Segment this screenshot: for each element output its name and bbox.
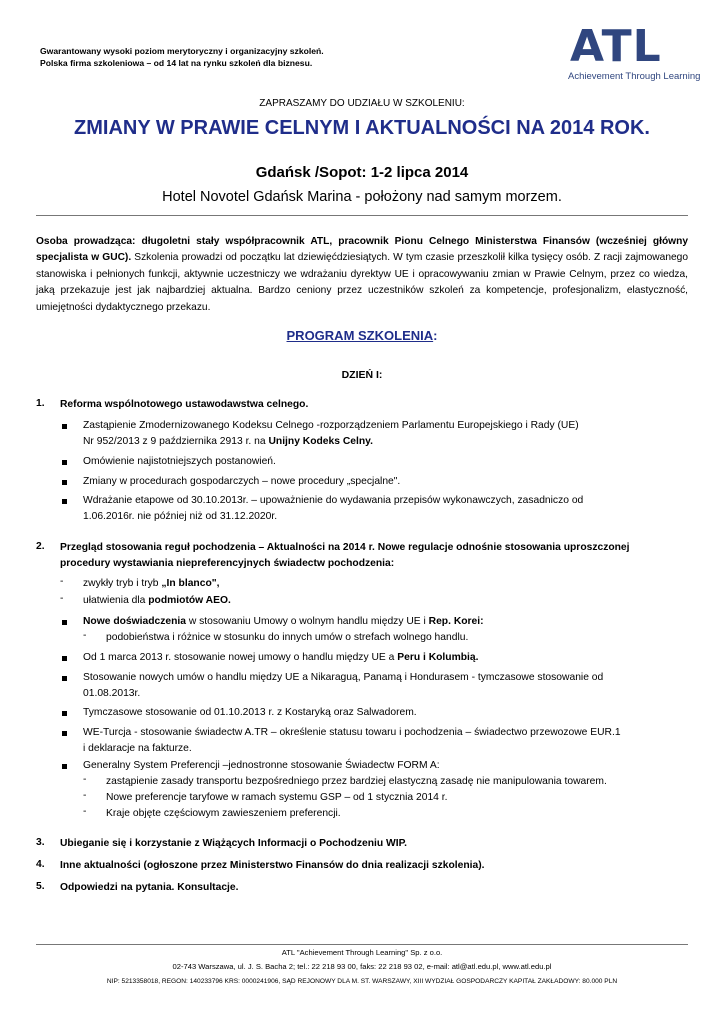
- list-item: 01.08.2013r.: [83, 688, 141, 699]
- dash-icon: -: [83, 774, 87, 785]
- footer-divider: [36, 944, 688, 945]
- section-title: Inne aktualności (ogłoszone przez Ministerstwo Finansów do dnia realizacji szkolenia).: [60, 860, 485, 871]
- program-heading-text: PROGRAM SZKOLENIA: [286, 328, 434, 343]
- list-item: [83, 614, 484, 630]
- bullet-icon: [62, 499, 67, 504]
- list-item: Tymczasowe stosowanie od 01.10.2013 r. z Kostaryką oraz Salwadorem.: [83, 707, 417, 718]
- footer-registry: NIP: 5213358018, REGON: 140233796 KRS: 0000241906, SĄD REJONOWY DLA M. ST. WARSZAWY, XIII WYDZIAŁ GOSPODARCZY KAPITAŁ ZAKŁADOWY: 80.000 PLN: [106, 978, 618, 985]
- list-item-text: Nr 952/2013 z 9 października 2913 r. na: [83, 436, 269, 447]
- dash-icon: -: [83, 806, 87, 817]
- bullet-icon: [62, 460, 67, 465]
- footer-company: ATL "Achievement Through Learning" Sp. z o.o.: [281, 948, 443, 957]
- bullet-icon: [62, 620, 67, 625]
- list-item: Zastąpienie Zmodernizowanego Kodeksu Celnego -rozporządzeniem Parlamentu Europejskiego i Rady (UE): [83, 420, 579, 431]
- program-heading: [0, 328, 724, 343]
- list-item-bold: Rep. Korei:: [428, 616, 484, 627]
- logo-text: ATL: [570, 21, 662, 72]
- bullet-icon: [62, 480, 67, 485]
- list-item: WE-Turcja - stosowanie świadectw A.TR – określenie statusu towaru i pochodzenia – świadectwo przewozowe EUR.1: [83, 727, 621, 738]
- section-number: 5.: [36, 881, 45, 892]
- bullet-icon: [62, 764, 67, 769]
- bullet-icon: [62, 711, 67, 716]
- section-number: 3.: [36, 837, 45, 848]
- section-number: 4.: [36, 859, 45, 870]
- section-title: Odpowiedzi na pytania. Konsultacje.: [60, 882, 239, 893]
- city-date: Gdańsk /Sopot: 1-2 lipca 2014: [255, 164, 469, 181]
- page-title: ZMIANY W PRAWIE CELNYM I AKTUALNOŚCI NA 2014 ROK.: [74, 117, 650, 139]
- bullet-icon: [62, 656, 67, 661]
- dash-icon: -: [83, 630, 87, 641]
- dash-icon: -: [60, 593, 64, 604]
- list-item: [83, 434, 373, 450]
- intro-text: Szkolenia prowadzi od początku lat dziewięćdziesiątych. W tym czasie przeszkolił kilka tysięcy osób. Z racji zajmowanego stanowiska i pełnionych funkcji, aktywnie uczestniczy we wdrażaniu dyrektyw UE i opracowywaniu zmian w Prawie Celnym, przez co wiedza, jaką przekazuje jest jak najbardziej aktualna. Bardzo ceniony przez uczestników szkoleń za kompetencje, profesjonalizm, elastyczność, umiejętności dydaktycznego przekazu.: [36, 252, 688, 313]
- list-item: [83, 576, 219, 592]
- dash-icon: -: [60, 576, 64, 587]
- list-item: Wdrażanie etapowe od 30.10.2013r. – upoważnienie do wydawania przepisów wykonawczych, zasadniczo od: [83, 495, 584, 506]
- section-title: procedury wystawiania niepreferencyjnych świadectw pochodzenia:: [60, 558, 395, 569]
- section-number: 1.: [36, 398, 45, 409]
- section-title: Przegląd stosowania reguł pochodzenia – Aktualności na 2014 r. Nowe regulacje odnośnie stosowania uproszczonej: [60, 542, 630, 553]
- list-item-bold: „In blanco",: [161, 578, 220, 589]
- list-item: Omówienie najistotniejszych postanowień.: [83, 456, 276, 467]
- list-item-text: Od 1 marca 2013 r. stosowanie nowej umowy o handlu między UE a: [83, 652, 398, 663]
- list-item-bold: Peru i Kolumbią.: [397, 652, 479, 663]
- list-item: [83, 650, 478, 666]
- list-item: 1.06.2016r. nie później niż od 31.12.2020r.: [83, 511, 278, 522]
- section-title: Reforma wspólnotowego ustawodawstwa celnego.: [60, 399, 309, 410]
- list-item-bold: Nowe doświadczenia: [83, 616, 186, 627]
- sub-list-item: podobieństwa i różnice w stosunku do innych umów o strefach wolnego handlu.: [106, 632, 469, 643]
- program-heading-colon: :: [433, 328, 438, 343]
- list-item-text: w stosowaniu Umowy o wolnym handlu między UE i: [186, 616, 429, 627]
- footer-address: 02-743 Warszawa, ul. J. S. Bacha 2; tel.: 22 218 93 00, faks: 22 218 93 02, e-mail: atl@atl.edu.pl, www.atl.edu.pl: [172, 962, 552, 971]
- sub-list-item: zastąpienie zasady transportu bezpośredniego przez bardziej elastyczną zasadę nie manipulowania towarem.: [106, 776, 607, 787]
- atl-logo: [560, 21, 701, 82]
- sub-list-item: Nowe preferencje taryfowe w ramach systemu GSP – od 1 stycznia 2014 r.: [106, 792, 448, 803]
- list-item-text: zwykły tryb i tryb: [83, 578, 162, 589]
- invite-text: ZAPRASZAMY DO UDZIAŁU W SZKOLENIU:: [259, 98, 465, 109]
- intro-bold: Osoba prowadząca: długoletni stały współpracownik ATL, pracownik Pionu Celnego Ministerstwa Finansów (wcześniej główny specjalista w GUC).: [36, 236, 688, 264]
- logo-tagline: Achievement Through Learning: [568, 71, 701, 82]
- section-number: 2.: [36, 541, 45, 552]
- list-item: Generalny System Preferencji –jednostronne stosowanie Świadectw FORM A:: [83, 760, 440, 771]
- list-item: Stosowanie nowych umów o handlu między UE a Nikaraguą, Panamą i Hondurasem - tymczasowe stosowanie od: [83, 672, 604, 683]
- list-item-bold: podmiotów AEO.: [148, 595, 231, 606]
- header-tagline: [40, 45, 324, 69]
- bullet-icon: [62, 676, 67, 681]
- hotel: Hotel Novotel Gdańsk Marina - położony nad samym morzem.: [162, 189, 562, 205]
- bullet-icon: [62, 424, 67, 429]
- list-item-text: ułatwienia dla: [83, 595, 149, 606]
- day-heading: DZIEŃ I:: [341, 369, 383, 381]
- section-title: Ubieganie się i korzystanie z Wiążących Informacji o Pochodzeniu WIP.: [60, 838, 408, 849]
- list-item: Zmiany w procedurach gospodarczych – nowe procedury „specjalne".: [83, 476, 401, 487]
- divider: [36, 215, 688, 216]
- bullet-icon: [62, 731, 67, 736]
- list-item: i deklaracje na fakturze.: [83, 743, 192, 754]
- dash-icon: -: [83, 790, 87, 801]
- sub-list-item: Kraje objęte częściowym zawieszeniem preferencji.: [106, 808, 341, 819]
- trainer-intro: [36, 234, 688, 316]
- list-item: [83, 593, 231, 609]
- list-item-bold: Unijny Kodeks Celny.: [268, 436, 373, 447]
- header-line-1: Gwarantowany wysoki poziom merytoryczny i organizacyjny szkoleń.: [40, 46, 324, 56]
- header-line-2: Polska firma szkoleniowa – od 14 lat na rynku szkoleń dla biznesu.: [40, 58, 313, 68]
